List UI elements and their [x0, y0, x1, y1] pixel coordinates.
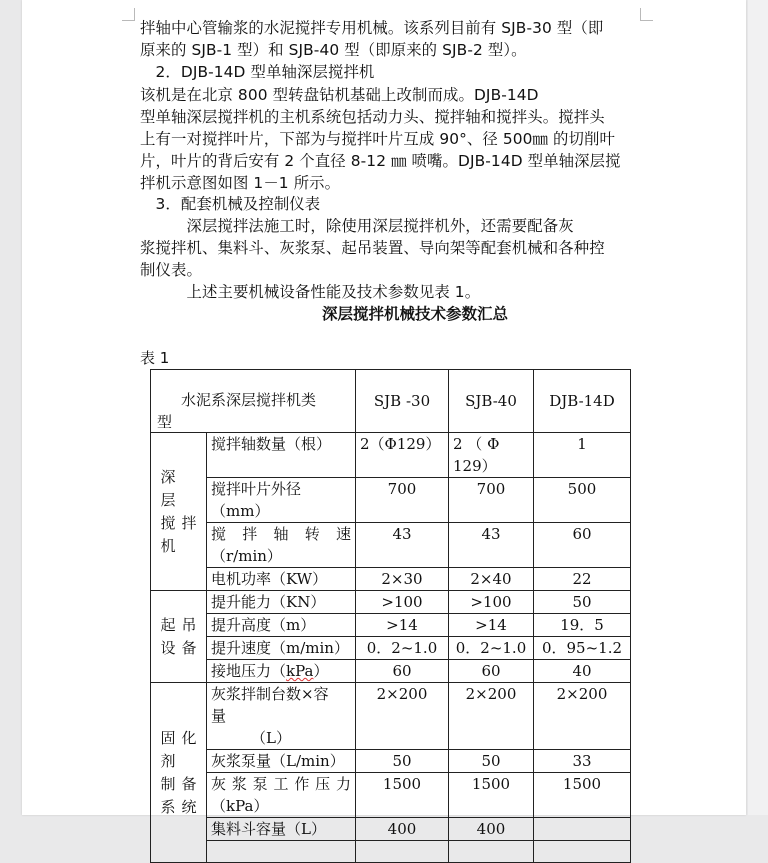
value-cell: 1 — [534, 433, 631, 478]
paragraph-line: 上述主要机械设备性能及技术参数见表 1。 — [140, 283, 481, 301]
value-cell — [356, 841, 449, 863]
param-cell: 搅拌轴数量（根） — [207, 433, 356, 478]
value-cell: 43 — [356, 523, 449, 568]
param-unit: （kPa） — [211, 797, 269, 815]
table-row — [151, 523, 631, 568]
param-cell — [207, 683, 356, 750]
param-cell: 集料斗容量（L） — [207, 818, 356, 841]
table-row — [151, 637, 631, 660]
group-label: 固 化 剂 制 备 系统 — [160, 728, 197, 816]
param-cell: 提升高度（m） — [207, 614, 356, 637]
param-cell: 搅拌叶片外径（mm） — [207, 478, 356, 523]
value-cell: 0．2~1.0 — [356, 637, 449, 660]
value-cell: 1500 — [449, 773, 534, 818]
value-cell: >100 — [356, 591, 449, 614]
value-cell — [449, 841, 534, 863]
paragraph-line: 浆搅拌机、集料斗、灰浆泵、起吊装置、导向架等配套机械和各种控 — [140, 239, 605, 257]
value-cell: 700 — [356, 478, 449, 523]
param-text: ） — [313, 662, 329, 680]
paragraph-line: 型单轴深层搅拌机的主机系统包括动力头、搅拌轴和搅拌头。搅拌头 — [140, 108, 605, 126]
table-row — [151, 818, 631, 841]
section-heading: 2．DJB-14D 型单轴深层搅拌机 — [140, 63, 375, 81]
value-cell: 2（Φ129） — [356, 433, 449, 478]
value-cell: 400 — [449, 818, 534, 841]
model-header: DJB-14D — [534, 370, 631, 433]
paragraph-line: 原来的 SJB-1 型）和 SJB-40 型（即原来的 SJB-2 型）。 — [140, 41, 527, 59]
value-cell: 50 — [449, 750, 534, 773]
value-cell: 2×40 — [449, 568, 534, 591]
value-cell: 2×200 — [449, 683, 534, 750]
value-cell: 2 （ Φ 129） — [449, 433, 534, 478]
value-cell: 22 — [534, 568, 631, 591]
value-cell: 500 — [534, 478, 631, 523]
param-cell — [207, 660, 356, 683]
spellcheck-underlined-unit: kPa — [286, 662, 314, 680]
spec-table — [150, 369, 631, 863]
table-row — [151, 478, 631, 523]
paragraph-line: 深层搅拌法施工时，除使用深层搅拌机外，还需要配备灰 — [140, 217, 574, 235]
param-unit: （r/min） — [211, 547, 282, 565]
value-cell: 2×200 — [534, 683, 631, 750]
section-heading: 3．配套机械及控制仪表 — [140, 195, 321, 213]
value-cell: 2×200 — [356, 683, 449, 750]
group-cell — [151, 683, 207, 863]
paragraph-line: 该机是在北京 800 型转盘钻机基础上改制而成。DJB-14D — [140, 86, 539, 104]
value-cell: 33 — [534, 750, 631, 773]
table-row — [151, 614, 631, 637]
param-cell — [207, 841, 356, 863]
paragraph-line: 制仪表。 — [140, 261, 202, 279]
group-cell — [151, 591, 207, 683]
param-text: 量 — [211, 707, 227, 725]
value-cell: 60 — [449, 660, 534, 683]
value-cell: 50 — [534, 591, 631, 614]
value-cell: 1500 — [356, 773, 449, 818]
value-cell: 50 — [356, 750, 449, 773]
table-row — [151, 750, 631, 773]
value-cell: 1500 — [534, 773, 631, 818]
table-label: 表 1 — [140, 349, 170, 367]
table-row — [151, 591, 631, 614]
paragraph-line: 拌机示意图如图 1－1 所示。 — [140, 174, 341, 192]
document-page — [22, 0, 746, 838]
value-cell: >100 — [449, 591, 534, 614]
model-header: SJB -30 — [356, 370, 449, 433]
param-cell — [207, 773, 356, 818]
crop-mark-top-left — [122, 8, 135, 21]
table-row — [151, 660, 631, 683]
paragraph-line: 上有一对搅拌叶片，下部为与搅拌叶片互成 90°、径 500㎜ 的切削叶 — [140, 130, 615, 148]
param-text: 接地压力（ — [211, 662, 287, 680]
param-cell: 灰浆泵量（L/min） — [207, 750, 356, 773]
group-label: 起 吊 设备 — [160, 615, 197, 657]
value-cell — [534, 841, 631, 863]
header-type-label-cont: 型 — [157, 413, 173, 431]
value-cell: 0．95~1.2 — [534, 637, 631, 660]
param-text: 灰浆拌制台数×容 — [211, 685, 329, 703]
value-cell: 400 — [356, 818, 449, 841]
value-cell: 60 — [534, 523, 631, 568]
value-cell: >14 — [356, 614, 449, 637]
param-cell: 电机功率（KW） — [207, 568, 356, 591]
model-header: SJB-40 — [449, 370, 534, 433]
table-row — [151, 773, 631, 818]
group-label: 深 层 搅 拌 机 — [160, 467, 197, 555]
table-row — [151, 568, 631, 591]
param-text: 灰 浆 泵 工 作 压 力 — [211, 775, 351, 793]
value-cell: 2×30 — [356, 568, 449, 591]
table-header-row — [151, 370, 631, 433]
param-cell — [207, 523, 356, 568]
value-cell: 0．2~1.0 — [449, 637, 534, 660]
value-cell: 40 — [534, 660, 631, 683]
paragraph-line: 片，叶片的背后安有 2 个直径 8-12 ㎜ 喷嘴。DJB-14D 型单轴深层搅 — [140, 152, 621, 170]
value-cell: >14 — [449, 614, 534, 637]
value-cell: 700 — [449, 478, 534, 523]
group-cell — [151, 433, 207, 591]
value-cell: 43 — [449, 523, 534, 568]
param-cell: 提升速度（m/min） — [207, 637, 356, 660]
header-type-label: 水泥系深层搅拌机类 — [181, 391, 317, 409]
param-unit: （L） — [251, 729, 291, 747]
value-cell: 19．5 — [534, 614, 631, 637]
table-row — [151, 683, 631, 750]
value-cell: 60 — [356, 660, 449, 683]
table-row — [151, 841, 631, 863]
value-cell — [534, 818, 631, 841]
scrollbar[interactable] — [748, 0, 768, 815]
crop-mark-top-right — [640, 8, 653, 21]
param-cell: 提升能力（KN） — [207, 591, 356, 614]
param-text: 搅 拌 轴 转 速 — [211, 525, 351, 543]
table-title: 深层搅拌机械技术参数汇总 — [322, 305, 509, 323]
paragraph-line: 拌轴中心管输浆的水泥搅拌专用机械。该系列目前有 SJB-30 型（即 — [140, 19, 604, 37]
table-row — [151, 433, 631, 478]
header-type-cell — [151, 370, 356, 433]
